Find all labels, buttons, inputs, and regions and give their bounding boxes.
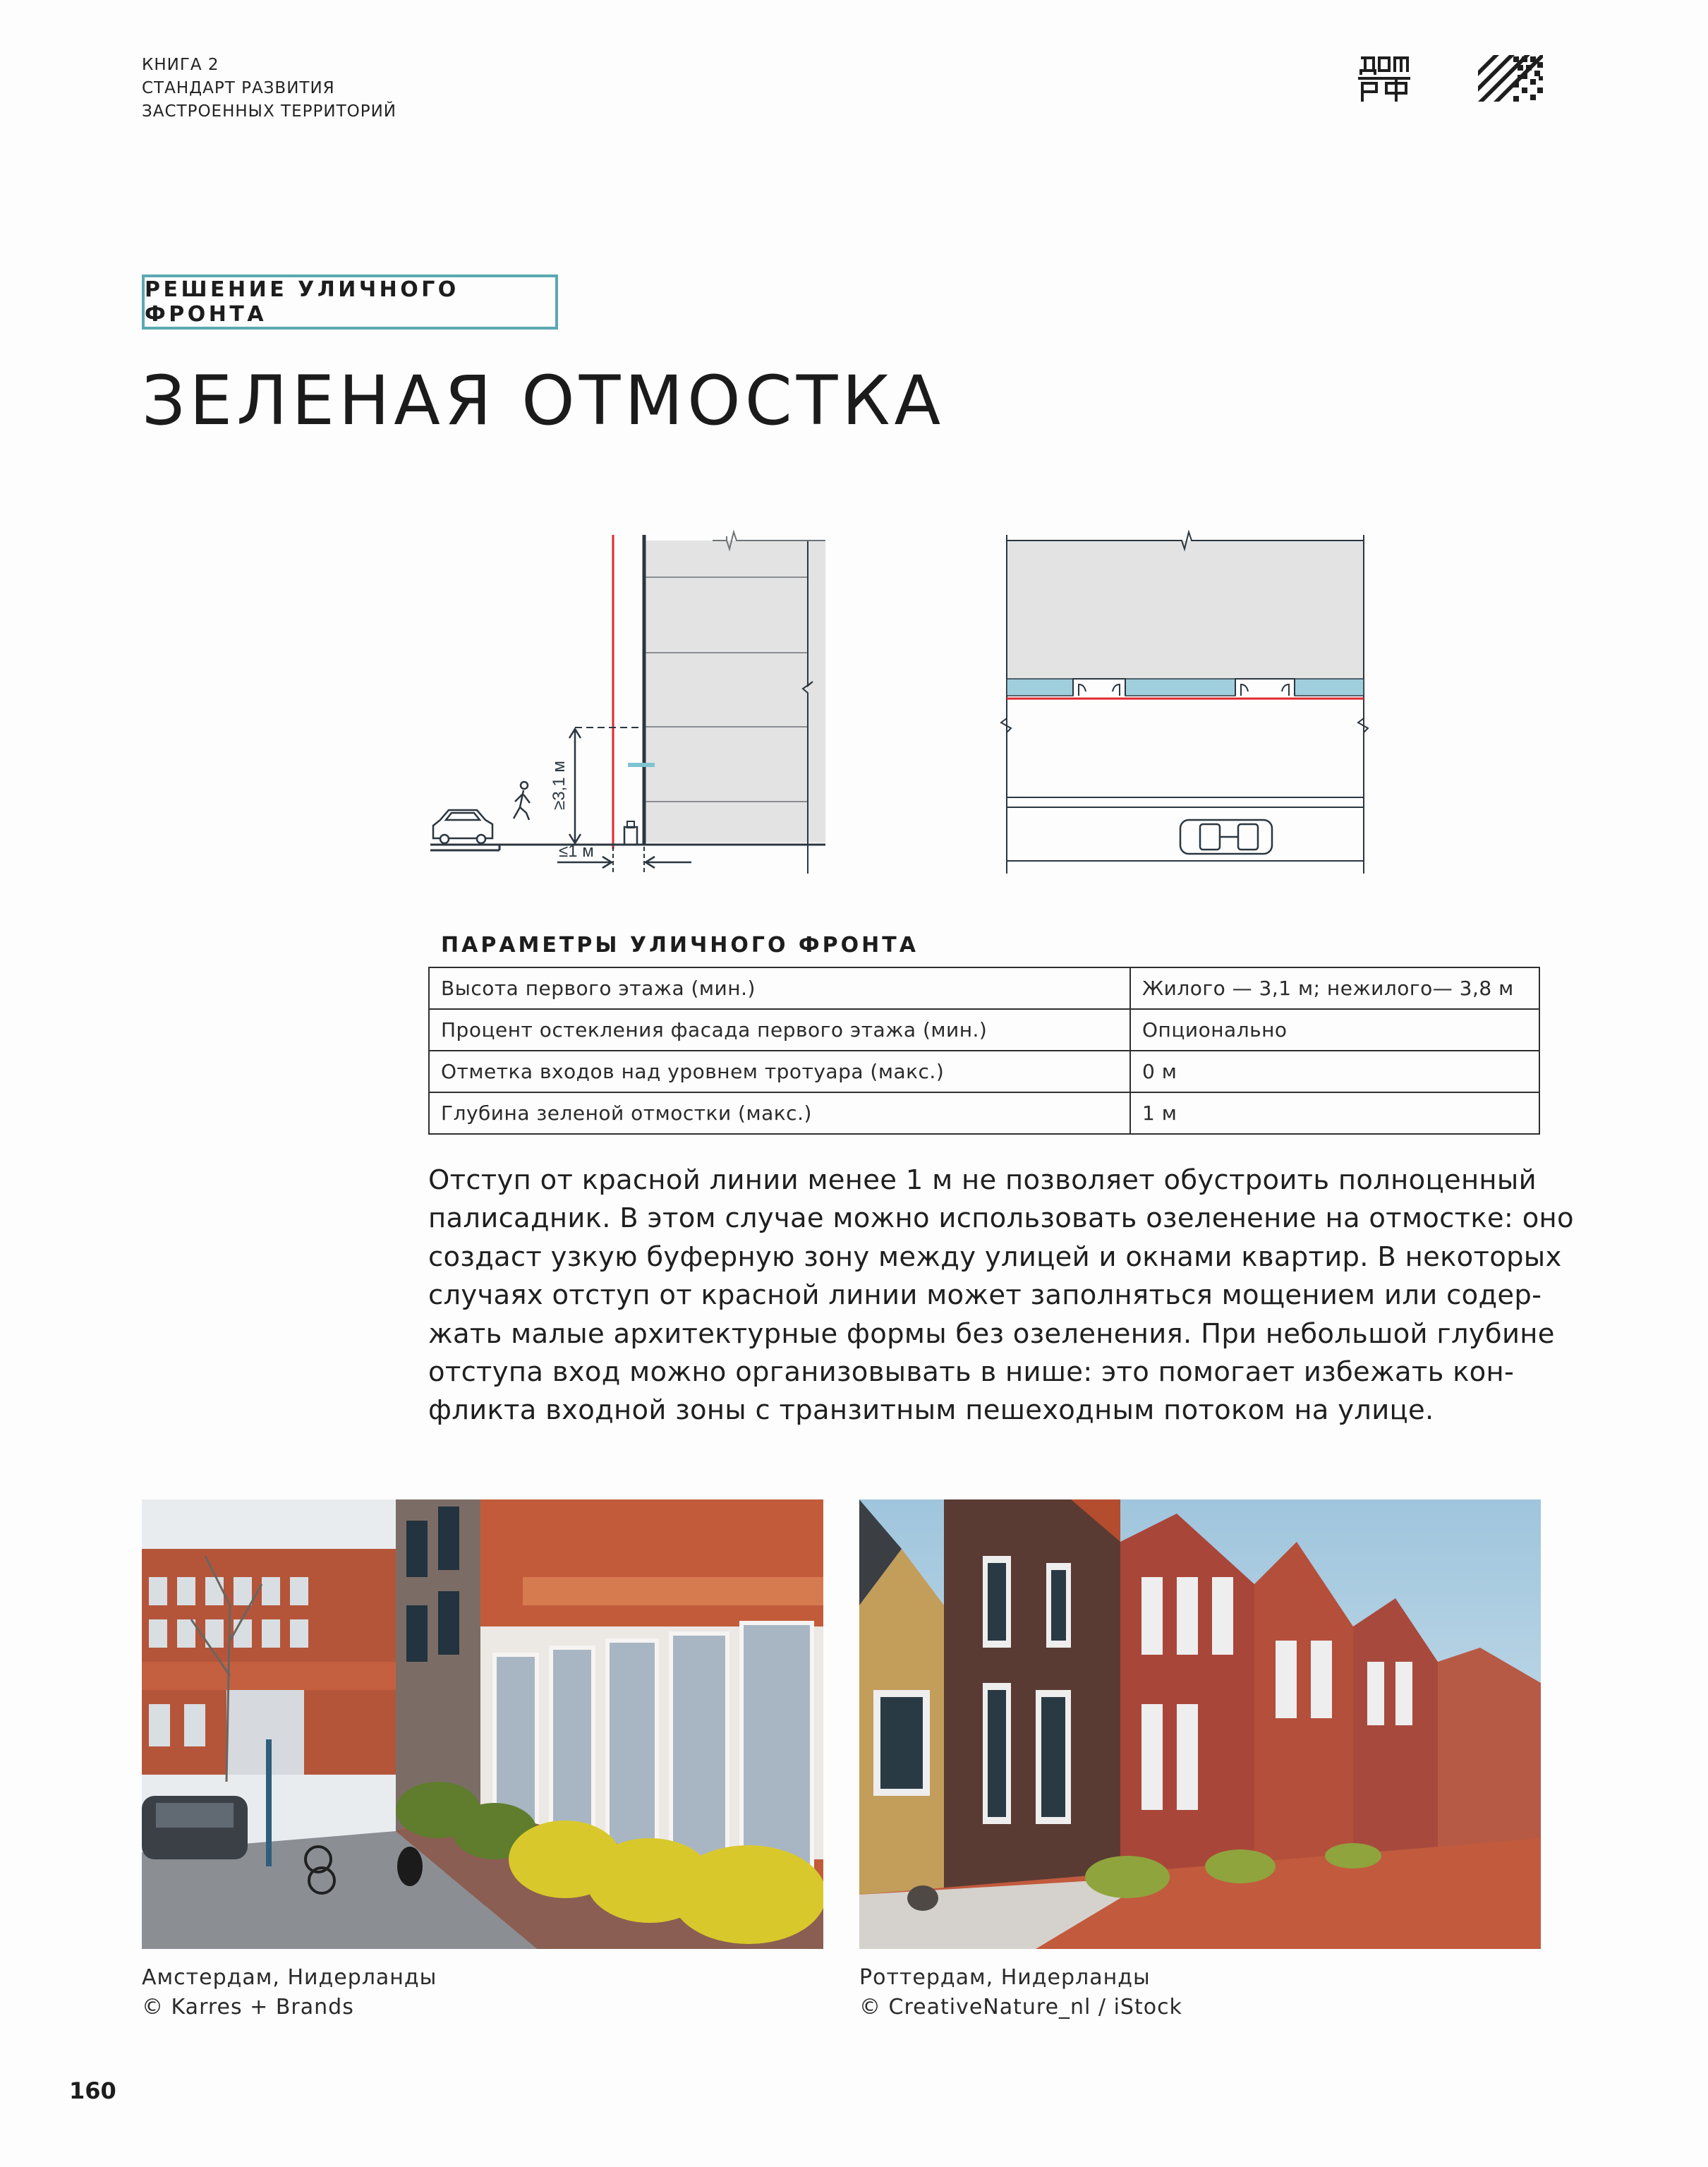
caption-city: Роттердам, Нидерланды xyxy=(859,1965,1151,1990)
param-name: Процент остекления фасада первого этажа (мин.) xyxy=(429,1009,1130,1051)
param-value: 1 м xyxy=(1130,1092,1539,1134)
paragraph-line: случаях отступ от красной линии может заполняться мощением или содер- xyxy=(428,1279,1542,1312)
pedestrian-icon xyxy=(514,782,530,820)
pattern-logo xyxy=(1478,55,1543,102)
header-line: СТАНДАРТ РАЗВИТИЯ xyxy=(142,79,335,97)
paragraph-line: отступа вход можно организовывать в нише: это помогает избежать кон- xyxy=(428,1356,1515,1389)
caption-credit: © Karres + Brands xyxy=(142,1995,354,2020)
car-plan-icon xyxy=(1180,820,1272,854)
photo-caption xyxy=(859,1963,1182,2022)
paragraph-line: создаст узкую буферную зону между улицей и окнами квартир. В некоторых xyxy=(428,1241,1562,1273)
page-title: ЗЕЛЕНАЯ ОТМОСТКА xyxy=(142,361,945,440)
caption-credit: © CreativeNature_nl / iStock xyxy=(859,1995,1182,2020)
header-line: КНИГА 2 xyxy=(142,56,219,74)
params-table xyxy=(428,967,1540,1135)
param-value: Опционально xyxy=(1130,1009,1539,1051)
car-icon xyxy=(433,810,492,843)
depth-label: ≤1 м xyxy=(559,842,594,861)
caption-city: Амстердам, Нидерланды xyxy=(142,1965,437,1990)
table-row xyxy=(429,1009,1539,1051)
param-name: Высота первого этажа (мин.) xyxy=(429,967,1130,1009)
header-line: ЗАСТРОЕННЫХ ТЕРРИТОРИЙ xyxy=(142,102,397,121)
param-value: 0 м xyxy=(1130,1051,1539,1092)
table-row xyxy=(429,1051,1539,1092)
section-badge: РЕШЕНИЕ УЛИЧНОГО ФРОНТА xyxy=(142,274,558,330)
table-row xyxy=(429,967,1539,1009)
paragraph-line: палисадник. В этом случае можно использовать озеленение на отмостке: оно xyxy=(428,1202,1574,1235)
dom-rf-logo xyxy=(1358,54,1410,103)
section-diagram xyxy=(423,528,825,874)
height-label: ≥3,1 м xyxy=(550,761,569,810)
photo-caption xyxy=(142,1963,437,2022)
page-number: 160 xyxy=(69,2077,116,2104)
rotterdam-photo xyxy=(859,1499,1541,1949)
param-name: Глубина зеленой отмостки (макс.) xyxy=(429,1092,1130,1134)
params-title: ПАРАМЕТРЫ УЛИЧНОГО ФРОНТА xyxy=(441,933,919,958)
book-header xyxy=(142,54,396,123)
paragraph-line: жать малые архитектурные формы без озеленения. При небольшой глубине xyxy=(428,1317,1555,1350)
param-name: Отметка входов над уровнем тротуара (макс.) xyxy=(429,1051,1130,1092)
paragraph-line: фликта входной зоны с транзитным пешеходным потоком на улице. xyxy=(428,1394,1434,1427)
amsterdam-photo xyxy=(142,1499,823,1949)
table-row xyxy=(429,1092,1539,1134)
plan-diagram xyxy=(991,528,1379,874)
body-paragraph xyxy=(428,1161,1574,1430)
paragraph-line: Отступ от красной линии менее 1 м не позволяет обустроить полноценный xyxy=(428,1164,1537,1196)
param-value: Жилого — 3,1 м; нежилого— 3,8 м xyxy=(1130,967,1539,1009)
